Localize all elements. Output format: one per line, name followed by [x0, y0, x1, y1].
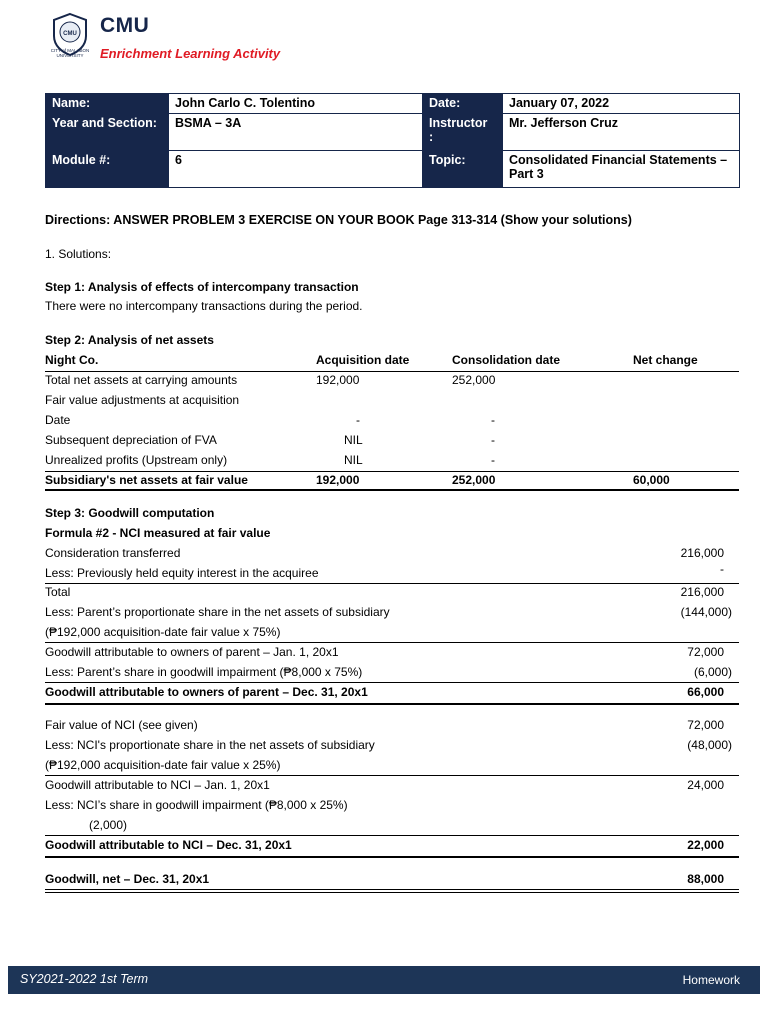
goodwill-line-label: Goodwill attributable to owners of parent – Jan. 1, 20x1	[45, 645, 339, 659]
table-row-label: Subsequent depreciation of FVA	[45, 433, 217, 447]
instructor-label: Instructor :	[423, 114, 503, 151]
module-value: 6	[169, 151, 423, 188]
goodwill-line-label: Consideration transferred	[45, 546, 181, 560]
total-rule	[45, 489, 739, 491]
table-row-consolidation: -	[491, 433, 495, 447]
step3-title: Step 3: Goodwill computation	[45, 506, 215, 520]
goodwill-line-value: 66,000	[687, 685, 724, 699]
goodwill-line-label: Less: NCI's proportionate share in the net assets of subsidiary	[45, 738, 375, 752]
net-assets-header-net-change: Net change	[633, 353, 698, 367]
goodwill-line-value: 72,000	[687, 645, 724, 659]
goodwill-line-value: (6,000)	[693, 665, 732, 679]
year-section-value: BSMA – 3A	[169, 114, 423, 151]
step1-title: Step 1: Analysis of effects of intercompany transaction	[45, 280, 359, 294]
goodwill-line-label: (2,000)	[89, 818, 128, 832]
step2-title: Step 2: Analysis of net assets	[45, 333, 214, 347]
goodwill-line-label: (₱192,000 acquisition-date fair value x 25%)	[45, 758, 281, 772]
rule	[45, 856, 739, 858]
step1-text: There were no intercompany transactions during the period.	[45, 299, 363, 313]
rule	[45, 835, 739, 836]
date-value: January 07, 2022	[503, 94, 740, 114]
rule	[45, 583, 739, 584]
table-row-label: Date	[45, 413, 71, 427]
activity-subtitle: Enrichment Learning Activity	[100, 46, 281, 61]
goodwill-net-label: Goodwill, net – Dec. 31, 20x1	[45, 872, 210, 886]
table-row-acquisition: NIL	[344, 453, 363, 467]
goodwill-line-label: Fair value of NCI (see given)	[45, 718, 198, 732]
directions: Directions: ANSWER PROBLEM 3 EXERCISE ON YOUR BOOK Page 313-314 (Show your solutions)	[45, 213, 632, 227]
total-row-consolidation: 252,000	[452, 473, 496, 487]
goodwill-line-label: (₱192,000 acquisition-date fair value x 75%)	[45, 625, 281, 639]
table-row-consolidation: -	[491, 413, 495, 427]
goodwill-line-value: 216,000	[680, 585, 724, 599]
footer-type: Homework	[682, 973, 740, 987]
topic-label: Topic:	[423, 151, 503, 188]
table-row-consolidation: -	[491, 453, 495, 467]
logo-caption: CITY of MALABON UNIVERSITY	[50, 48, 90, 58]
net-assets-header-acquisition: Acquisition date	[316, 353, 410, 367]
goodwill-line-label: Goodwill attributable to NCI – Jan. 1, 20x1	[45, 778, 270, 792]
table-row-consolidation: 252,000	[452, 373, 496, 387]
instructor-value: Mr. Jefferson Cruz	[503, 114, 740, 151]
footer-term: SY2021-2022 1st Term	[20, 972, 149, 986]
goodwill-net-value: 88,000	[687, 872, 724, 886]
goodwill-line-value: 72,000	[687, 718, 724, 732]
goodwill-line-label: Less: Parent’s proportionate share in the net assets of subsidiary	[45, 605, 390, 619]
table-row-label: Fair value adjustments at acquisition	[45, 393, 240, 407]
total-row-acquisition: 192,000	[316, 473, 360, 487]
rule	[45, 642, 739, 643]
goodwill-line-value: -	[720, 562, 724, 576]
goodwill-line-label: Goodwill attributable to owners of parent – Dec. 31, 20x1	[45, 685, 368, 699]
goodwill-line-label: Goodwill attributable to NCI – Dec. 31, 20x1	[45, 838, 292, 852]
topic-value: Consolidated Financial Statements – Part 3	[503, 151, 740, 188]
table-row-label: Total net assets at carrying amounts	[45, 373, 238, 387]
goodwill-line-value: 216,000	[680, 546, 724, 560]
goodwill-line-value: 24,000	[687, 778, 724, 792]
rule	[45, 775, 739, 776]
total-row-net-change: 60,000	[633, 473, 670, 487]
header-rule	[45, 371, 739, 372]
goodwill-line-label: Less: NCI’s share in goodwill impairment (₱8,000 x 25%)	[45, 798, 348, 812]
student-info-table	[45, 93, 740, 188]
date-label: Date:	[423, 94, 503, 114]
net-assets-header-company: Night Co.	[45, 353, 99, 367]
year-section-label: Year and Section:	[46, 114, 169, 151]
footer-bar	[8, 966, 760, 994]
goodwill-line-value: (48,000)	[687, 738, 732, 752]
rule	[45, 889, 739, 890]
table-row-acquisition: NIL	[344, 433, 363, 447]
step3-formula: Formula #2 - NCI measured at fair value	[45, 526, 271, 540]
name-value: John Carlo C. Tolentino	[169, 94, 423, 114]
goodwill-line-label: Less: Previously held equity interest in the acquiree	[45, 566, 319, 580]
goodwill-line-value: (144,000)	[680, 605, 732, 619]
subtotal-rule	[45, 471, 739, 472]
logo-text: CMU	[63, 31, 77, 37]
brand-title: CMU	[100, 14, 150, 37]
table-row-acquisition: 192,000	[316, 373, 360, 387]
table-row-label: Unrealized profits (Upstream only)	[45, 453, 228, 467]
name-label: Name:	[46, 94, 169, 114]
solutions-label: 1. Solutions:	[45, 247, 112, 261]
rule	[45, 682, 739, 683]
goodwill-line-label: Less: Parent’s share in goodwill impairment (₱8,000 x 75%)	[45, 665, 363, 679]
net-assets-header-consolidation: Consolidation date	[452, 353, 560, 367]
rule	[45, 703, 739, 705]
table-row-acquisition: -	[356, 413, 360, 427]
module-label: Module #:	[46, 151, 169, 188]
rule	[45, 892, 739, 893]
total-row-label: Subsidiary's net assets at fair value	[45, 473, 248, 487]
goodwill-line-label: Total	[45, 585, 71, 599]
goodwill-line-value: 22,000	[687, 838, 724, 852]
